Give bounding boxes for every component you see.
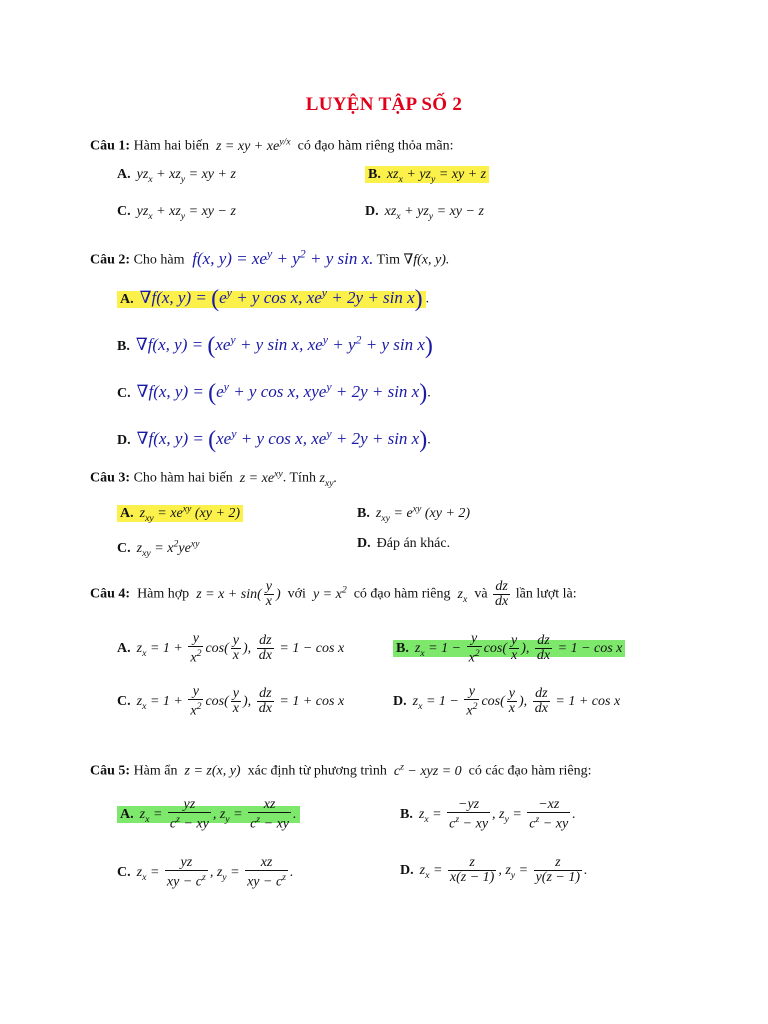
question-1-formula: z = xy + $xe^{y/x}$ [212, 136, 291, 154]
q2-option-d[interactable]: D. ∇f(x, $y) = (xe^y + y$ cos x, $xe^y + 2y + \sin x$). [117, 426, 431, 453]
question-1-label: Câu 1: [90, 138, 131, 154]
q1-option-a[interactable]: A. $yz_x + xz_y$ = xy + z [117, 167, 236, 185]
question-4-text2: có đạo hàm riêng [353, 586, 451, 602]
q2-option-b[interactable]: B. ∇f(x, $y) = (xe^y + y$ sin x, $xe^y + y^2 + y$ sin x) [117, 332, 433, 359]
q2-option-c[interactable]: C. ∇f(x, $y) = (e^y + y$ cos x, xye$^y$ + 2y + sin x). [117, 379, 431, 406]
q5-option-c[interactable]: C. $z_x$ = $\frac{yz}{xy - c^z}$ , $z_y$ = $\frac{xz}{xy - c^z}$ . [117, 855, 294, 890]
question-3 [90, 465, 337, 492]
question-4-text: Hàm hợp [137, 586, 190, 602]
question-5-formula: z = z(x, y) [181, 763, 245, 779]
q4-option-a[interactable]: A. $z_x = 1$ + $\frac{y}{x^2}$ cos( $\frac{y}{x}$ ), $\frac{dz}{dx}$ = 1 − cos x [117, 631, 345, 666]
q3-option-c[interactable]: C. $z_{xy} = x^2ye^{xy}$ [117, 538, 200, 559]
question-5-text: Hàm ẩn [133, 763, 178, 779]
q3-option-a[interactable]: A. $z_{xy} = xe^{xy}$ (xy + 2) [117, 500, 243, 527]
q4-option-d[interactable]: D. $z_x = 1$ − $\frac{y}{x^2}$ cos( $\frac{y}{x}$ ), $\frac{dz}{dx}$ = 1 + cos x [393, 684, 621, 719]
question-2-gradient: ∇f(x, y). [403, 252, 450, 268]
question-3-target: $z_{xy}$. [319, 470, 338, 489]
question-3-text2: . Tính [282, 470, 316, 486]
question-2-label: Câu 2: [90, 252, 131, 268]
question-5-label: Câu 5: [90, 763, 131, 779]
question-3-label: Câu 3: [90, 470, 131, 486]
q3-option-b[interactable]: B. $z_{xy} = e^{xy}$ (xy + 2) [357, 503, 471, 524]
q5-option-a[interactable]: A. $z_x$ = $\frac{yz}{c^z - xy}$ , $z_y$ = $\frac{xz}{c^z - xy}$ . [117, 798, 300, 832]
question-4-with: với [287, 586, 306, 602]
q4-option-c[interactable]: C. $z_x = 1$ + $\frac{y}{x^2}$ cos( $\frac{y}{x}$ ), $\frac{dz}{dx}$ = 1 + cos x [117, 684, 345, 719]
question-5-text2: xác định từ phương trình [247, 763, 387, 779]
q1-option-c[interactable]: C. $yz_x + xz_y$ = xy − z [117, 204, 236, 222]
question-1-text2: có đạo hàm riêng thỏa mãn: [297, 138, 454, 154]
question-3-formula: $z = xe^{xy}$ [236, 468, 283, 486]
q1-option-d[interactable]: D. $xz_x + yz_y$ = xy − z [365, 204, 484, 222]
q5-option-b[interactable]: B. $z_x$ = $\frac{-yz}{c^z - xy}$ , $z_y$ = $\frac{-xz}{c^z - xy}$ . [400, 797, 576, 832]
question-2-text: Cho hàm [133, 252, 185, 268]
page-title: LUYỆN TẬP SỐ 2 [305, 94, 463, 115]
question-4: Câu 4: Hàm hợp z = x + sin( $\frac{y}{x}$ ) với $y = x^2$ có đạo hàm riêng $z_x$ và $\frac{dz}{dx}$ lần lượt là: [90, 579, 577, 609]
question-2 [90, 244, 449, 270]
q2-option-a[interactable]: A. ∇f(x, $y) = (e^y + y$ cos x, $xe^y + 2y + \sin x$) . [117, 283, 429, 309]
question-1 [90, 133, 454, 156]
question-2-formula: f(x, $y) = xe^y + y^2 + y$ sin x. [188, 246, 374, 268]
question-3-text: Cho hàm hai biến [133, 470, 233, 486]
q3-option-d[interactable]: D. Đáp án khác. [357, 536, 451, 551]
question-1-text: Hàm hai biến [133, 138, 209, 154]
q1-option-b[interactable]: B. $xz_x + yz_y$ = xy + z [365, 166, 489, 189]
q5-option-d[interactable]: D. $z_x$ = $\frac{z}{x(z - 1)}$ , $z_y$ = $\frac{z}{y(z - 1)}$ . [400, 855, 588, 885]
question-4-text3: lần lượt là: [515, 586, 577, 602]
question-2-text2: Tìm [376, 252, 400, 268]
question-4-and: và [474, 586, 488, 602]
question-4-label: Câu 4: [90, 586, 131, 602]
q4-option-b[interactable]: B. $z_x = 1$ − $\frac{y}{x^2}$ cos( $\frac{y}{x}$ ), $\frac{dz}{dx}$ = 1 − cos x [393, 632, 625, 666]
question-5-text3: có các đạo hàm riêng: [468, 763, 592, 779]
question-5: Câu 5: Hàm ẩn z = z(x, y) xác định từ phương trình $c^z$ − xyz = 0 có các đạo hàm riêng: [90, 761, 592, 779]
question-4-formula: z = x + sin( $\frac{y}{x}$ ) [192, 579, 285, 609]
